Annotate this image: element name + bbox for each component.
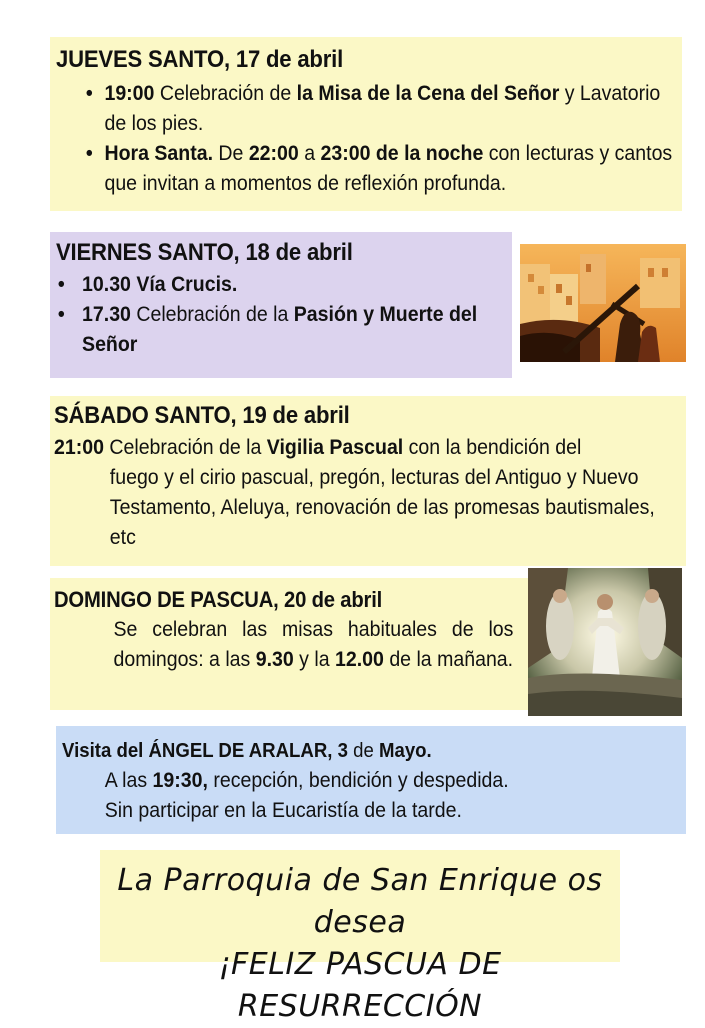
- resurrection-icon: [528, 568, 682, 716]
- greeting-line-2: ¡FELIZ PASCUA DE RESURRECCIÓN: [218, 947, 502, 1024]
- greeting-box: [100, 850, 620, 1024]
- sabado-santo-title: SÁBADO SANTO, 19 de abril: [54, 402, 350, 429]
- crucifixion-carrying-cross-icon: [520, 244, 686, 362]
- list-item: • 10.30 Vía Crucis.: [56, 270, 498, 300]
- visita-angel-box: [56, 726, 686, 834]
- viernes-santo-list: [56, 270, 498, 360]
- domingo-pascua-text: Se celebran las misas habituales de los domingos: a las 9.30 y la 12.00 de la mañana.: [113, 618, 514, 672]
- visita-angel-text: A las 19:30, recepción, bendición y despedida. Sin participar en la Eucaristía de la tarde.: [104, 769, 509, 822]
- sabado-santo-text: 21:00 Celebración de la Vigilia Pascual con la bendición del fuego y el cirio pascual, pregón, lecturas del Antiguo y Nuevo Testamento, Aleluya, renovación de las promesas bautismales, etc: [54, 436, 655, 550]
- viernes-santo-box: [50, 232, 512, 378]
- via-crucis-image: [520, 244, 686, 362]
- resurrection-image: [528, 568, 682, 716]
- domingo-pascua-box: [50, 578, 528, 710]
- jueves-santo-title: JUEVES SANTO, 17 de abril: [56, 46, 344, 73]
- viernes-santo-title: VIERNES SANTO, 18 de abril: [56, 239, 353, 266]
- domingo-pascua-title: DOMINGO DE PASCUA, 20 de abril: [54, 587, 383, 612]
- list-item: • 19:00 Celebración de la Misa de la Cena del Señor y Lavatorio de los pies.: [84, 79, 679, 139]
- visita-angel-title: Visita del ÁNGEL DE ARALAR, 3 de Mayo.: [62, 740, 432, 762]
- list-item: • Hora Santa. De 22:00 a 23:00 de la noche con lecturas y cantos que invitan a momentos de reflexión profunda.: [84, 139, 679, 199]
- jueves-santo-list: [84, 79, 679, 199]
- list-item: • 17.30 Celebración de la Pasión y Muerte del Señor: [56, 300, 498, 360]
- greeting-line-1: La Parroquia de San Enrique os desea: [117, 863, 603, 940]
- jueves-santo-box: [50, 37, 682, 211]
- sabado-santo-box: [50, 396, 686, 566]
